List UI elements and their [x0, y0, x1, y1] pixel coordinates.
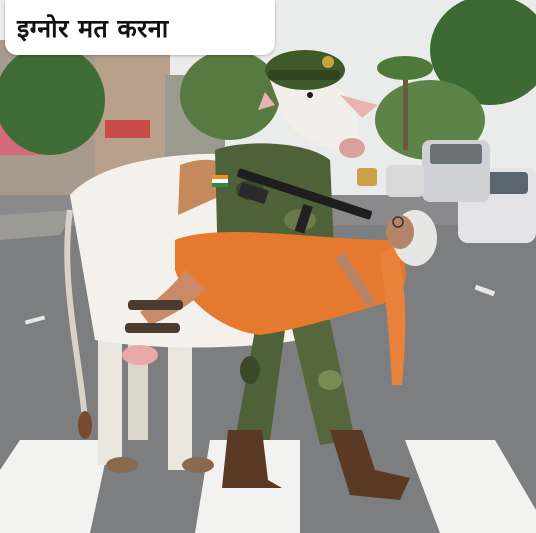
caption-banner — [5, 0, 275, 55]
flag-icon — [212, 175, 228, 187]
caption-text: इग्नोर मत करना — [17, 13, 169, 43]
